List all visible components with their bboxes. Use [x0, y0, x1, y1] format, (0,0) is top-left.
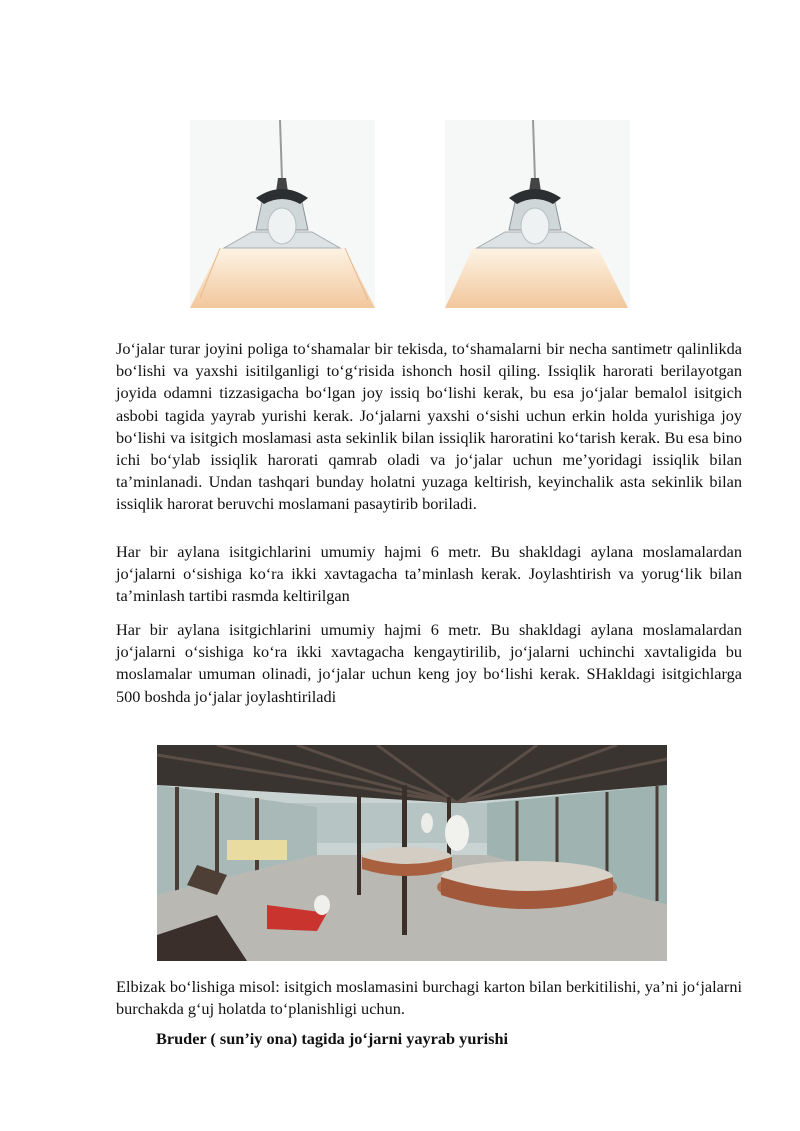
paragraph-heaters-third-week: Har bir aylana isitgichlarini umumiy hajmi 6 metr. Bu shakldagi aylana moslamalardan jo‘jalarni o‘sishiga ko‘ra ikki xavtagacha kengaytirilib, jo‘jalarni uchinchi xavtaligida bu moslamalar umuman olinadi, jo‘jalar uchun keng joy bo‘lishi kerak. SHakldagi isitgichlarga 500 boshda jo‘jalar joylashtiriladi — [116, 620, 742, 706]
section-heading: Bruder ( sun’iy ona) tagida jo‘jarni yayrab yurishi — [156, 1029, 509, 1048]
brooder-lamps-figure — [190, 120, 620, 310]
brooder-lamp-image-left — [190, 120, 375, 308]
paragraph-heaters-two-weeks: Har bir aylana isitgichlarini umumiy hajmi 6 metr. Bu shakldagi aylana moslamalardan jo‘jalarni o‘sishiga ko‘ra ikki xavtagacha ta’minlash kerak. Joylashtirish va yorug‘lik bilan ta’minlash tartibi rasmda keltirilgan — [116, 542, 742, 606]
brooder-lamp-image-right — [445, 120, 630, 308]
photo-caption: Elbizak bo‘lishiga misol: isitgich moslamasini burchagi karton bilan berkitilishi, ya’ni jo‘jalarni burchakda g‘uj holatda to‘planishligi uchun. — [116, 977, 742, 1019]
paragraph-bedding: Jo‘jalar turar joyini poliga to‘shamalar bir tekisda, to‘shamalarni bir necha santimetr qalinlikda bo‘lishi va yaxshi isitilganligi to‘g‘risida ishonch hosil qiling. Issiqlik harorati berilayotgan joyida odamni tizzasigacha bo‘lgan joy issiq bo‘lishi kerak, bu esa jo‘jalar bemalol isitgich asbobi tagida yayrab yurishi kerak. Jo‘jalarni yaxshi o‘sishi uchun erkin holda yurishiga joy bo‘lishi va isitgich moslamasi asta sekinlik bilan issiqlik haroratini ko‘tarish kerak. Bu esa bino ichi bo‘ylab issiqlik harorati qamrab oladi va jo‘jalar uchun me’yoridagi issiqlik bilan ta’minlanadi. Undan tashqari bunday holatni yuzaga keltirish, keyinchalik asta sekinlik bilan issiqlik harorat beruvchi moslamani pasaytirib boriladi. — [116, 339, 742, 514]
poultry-house-photo — [157, 745, 667, 961]
